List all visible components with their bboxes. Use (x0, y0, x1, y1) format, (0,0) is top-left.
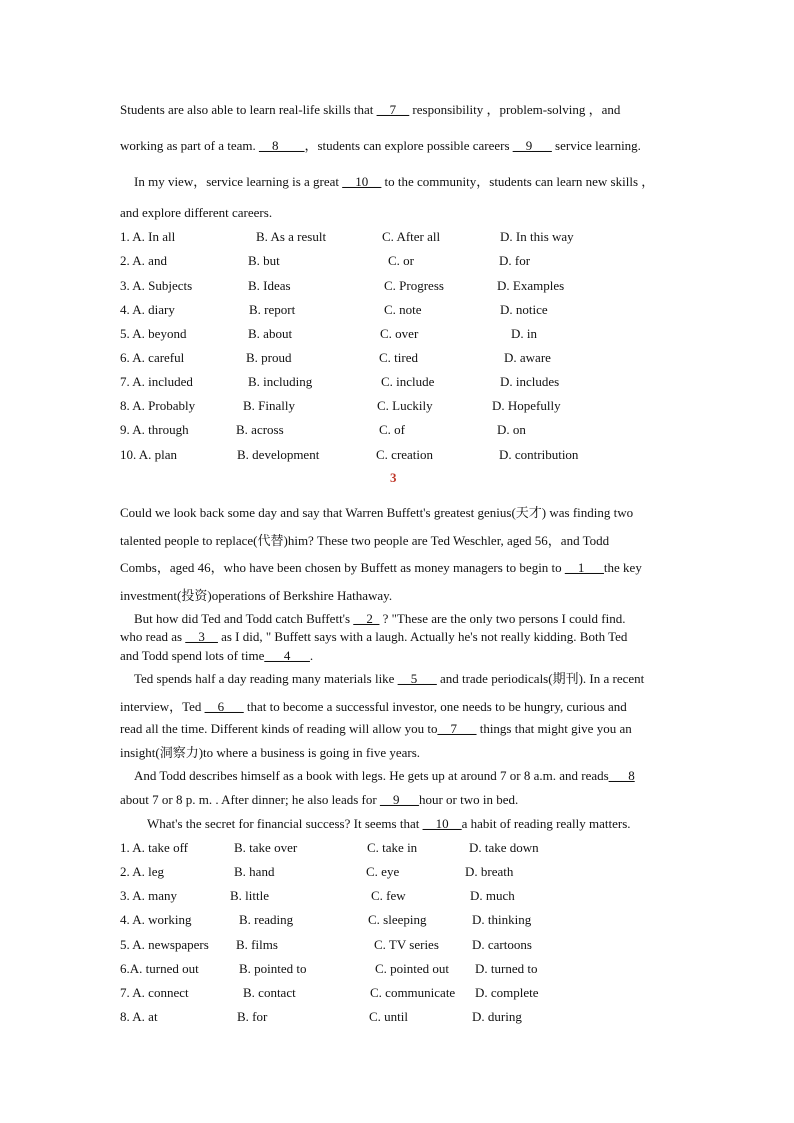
option-b: B. hand (234, 864, 275, 879)
option-a: 3. A. Subjects (120, 278, 193, 293)
option-d: D. includes (500, 374, 560, 389)
blank-10: __10__ (422, 816, 462, 831)
option-d: D. on (497, 422, 526, 437)
option-b: B. pointed to (239, 961, 307, 976)
option-a: 8. A. Probably (120, 398, 196, 413)
passage3-line: who read as __3__ as I did, " Buffett says with a laugh. Actually he's not really kidding. Both Ted (120, 629, 628, 644)
option-a: 7. A. included (120, 374, 193, 389)
option-c: C. of (379, 422, 405, 437)
option-d: D. in (511, 326, 537, 341)
option-b: B. As a result (256, 229, 327, 244)
option-d: D. notice (500, 302, 548, 317)
passage3-line: And Todd describes himself as a book with legs. He gets up at around 7 or 8 a.m. and reads___8 (134, 768, 635, 783)
passage2-line1: Students are also able to learn real-life skills that __7__ responsibility ，problem-solving ，and (120, 102, 621, 117)
option-a: 1. A. In all (120, 229, 176, 244)
blank-9: __9___ (512, 138, 552, 153)
option-d: D. aware (504, 350, 551, 365)
option-b: B. take over (234, 840, 298, 855)
option-d: D. Hopefully (492, 398, 561, 413)
option-b: B. proud (246, 350, 292, 365)
option-b: B. but (248, 253, 280, 268)
option-b: B. across (236, 422, 284, 437)
blank-5: __5___ (397, 671, 437, 686)
passage3-line: Ted spends half a day reading many materials like __5___ and trade periodicals(期刊). In a recent (134, 671, 645, 686)
option-a: 2. A. leg (120, 864, 165, 879)
option-a: 1. A. take off (120, 840, 188, 855)
blank-4: ___4___ (264, 648, 310, 663)
option-a: 4. A. working (120, 912, 192, 927)
blank-9: __9___ (379, 792, 419, 807)
option-c: C. include (381, 374, 435, 389)
option-d: D. during (472, 1009, 522, 1024)
option-c: C. note (384, 302, 422, 317)
blank-6: __6___ (204, 699, 244, 714)
passage3-line: But how did Ted and Todd catch Buffett's __2_ ? "These are the only two persons I could find. (134, 611, 626, 626)
passage3-line: Could we look back some day and say that Warren Buffett's greatest genius(天才) was finding two (120, 505, 634, 520)
blank-3: __3__ (185, 629, 218, 644)
option-d: D. much (470, 888, 515, 903)
option-a: 4. A. diary (120, 302, 175, 317)
blank-8: ___8 (608, 768, 635, 783)
option-c: C. After all (382, 229, 441, 244)
option-b: B. for (237, 1009, 268, 1024)
passage2-line2: working as part of a team. __8____，students can explore possible careers __9___ service learning. (120, 138, 641, 153)
passage2-line4: and explore different careers. (120, 205, 273, 220)
option-d: D. contribution (499, 447, 579, 462)
passage3-line: talented people to replace(代替)him? These two people are Ted Weschler, aged 56，and Todd (120, 533, 610, 548)
passage3-line: interview，Ted __6___ that to become a successful investor, one needs to be hungry, curious and (120, 699, 627, 714)
passage3-line: read all the time. Different kinds of reading will allow you to__7___ things that might give you an (120, 721, 632, 736)
option-c: C. sleeping (368, 912, 427, 927)
option-c: C. eye (366, 864, 400, 879)
option-c: C. over (380, 326, 419, 341)
option-b: B. including (248, 374, 313, 389)
passage3-line: about 7 or 8 p. m. . After dinner; he also leads for __9___hour or two in bed. (120, 792, 519, 807)
option-b: B. little (230, 888, 269, 903)
option-b: B. contact (243, 985, 296, 1000)
option-d: D. complete (475, 985, 539, 1000)
option-b: B. Finally (243, 398, 296, 413)
passage3-line: What's the secret for financial success? It seems that __10__a habit of reading really matters. (147, 816, 631, 831)
option-a: 3. A. many (120, 888, 178, 903)
passage3-line: Combs，aged 46，who have been chosen by Buffett as money managers to begin to __1___the key (120, 560, 642, 575)
blank-1: __1___ (564, 560, 604, 575)
option-b: B. about (248, 326, 293, 341)
option-c: C. until (369, 1009, 409, 1024)
option-c: C. Progress (384, 278, 444, 293)
option-c: C. take in (367, 840, 418, 855)
passage2-line3: In my view，service learning is a great __10__ to the community，students can learn new skills ， (134, 174, 655, 189)
option-d: D. cartoons (472, 937, 532, 952)
option-b: B. Ideas (248, 278, 291, 293)
passage3-line: insight(洞察力)to where a business is going in five years. (120, 745, 421, 760)
option-b: B. films (236, 937, 278, 952)
option-c: C. creation (376, 447, 434, 462)
option-c: C. or (388, 253, 414, 268)
blank-7: __7__ (376, 102, 410, 117)
passage3-line: investment(投资)operations of Berkshire Hathaway. (120, 588, 393, 603)
option-d: D. Examples (497, 278, 565, 293)
option-a: 6. A. careful (120, 350, 185, 365)
option-c: C. few (371, 888, 406, 903)
option-a: 5. A. beyond (120, 326, 187, 341)
section-number: 3 (390, 470, 397, 485)
option-b: B. report (249, 302, 296, 317)
option-c: C. communicate (370, 985, 456, 1000)
option-d: D. for (499, 253, 531, 268)
option-a: 9. A. through (120, 422, 189, 437)
option-d: D. thinking (472, 912, 532, 927)
option-d: D. take down (469, 840, 539, 855)
option-a: 5. A. newspapers (120, 937, 209, 952)
option-c: C. pointed out (375, 961, 450, 976)
option-b: B. reading (239, 912, 294, 927)
option-a: 7. A. connect (120, 985, 189, 1000)
option-d: D. turned to (475, 961, 538, 976)
option-d: D. breath (465, 864, 514, 879)
blank-2: __2_ (353, 611, 380, 626)
option-a: 6.A. turned out (120, 961, 199, 976)
option-c: C. tired (379, 350, 418, 365)
option-c: C. TV series (374, 937, 439, 952)
option-a: 8. A. at (120, 1009, 158, 1024)
option-c: C. Luckily (377, 398, 433, 413)
blank-8: __8____ (258, 138, 305, 153)
option-a: 2. A. and (120, 253, 167, 268)
option-b: B. development (237, 447, 320, 462)
option-a: 10. A. plan (120, 447, 178, 462)
option-d: D. In this way (500, 229, 574, 244)
blank-10: __10__ (342, 174, 382, 189)
blank-7: __7___ (437, 721, 477, 736)
passage3-line: and Todd spend lots of time___4___. (120, 648, 314, 663)
